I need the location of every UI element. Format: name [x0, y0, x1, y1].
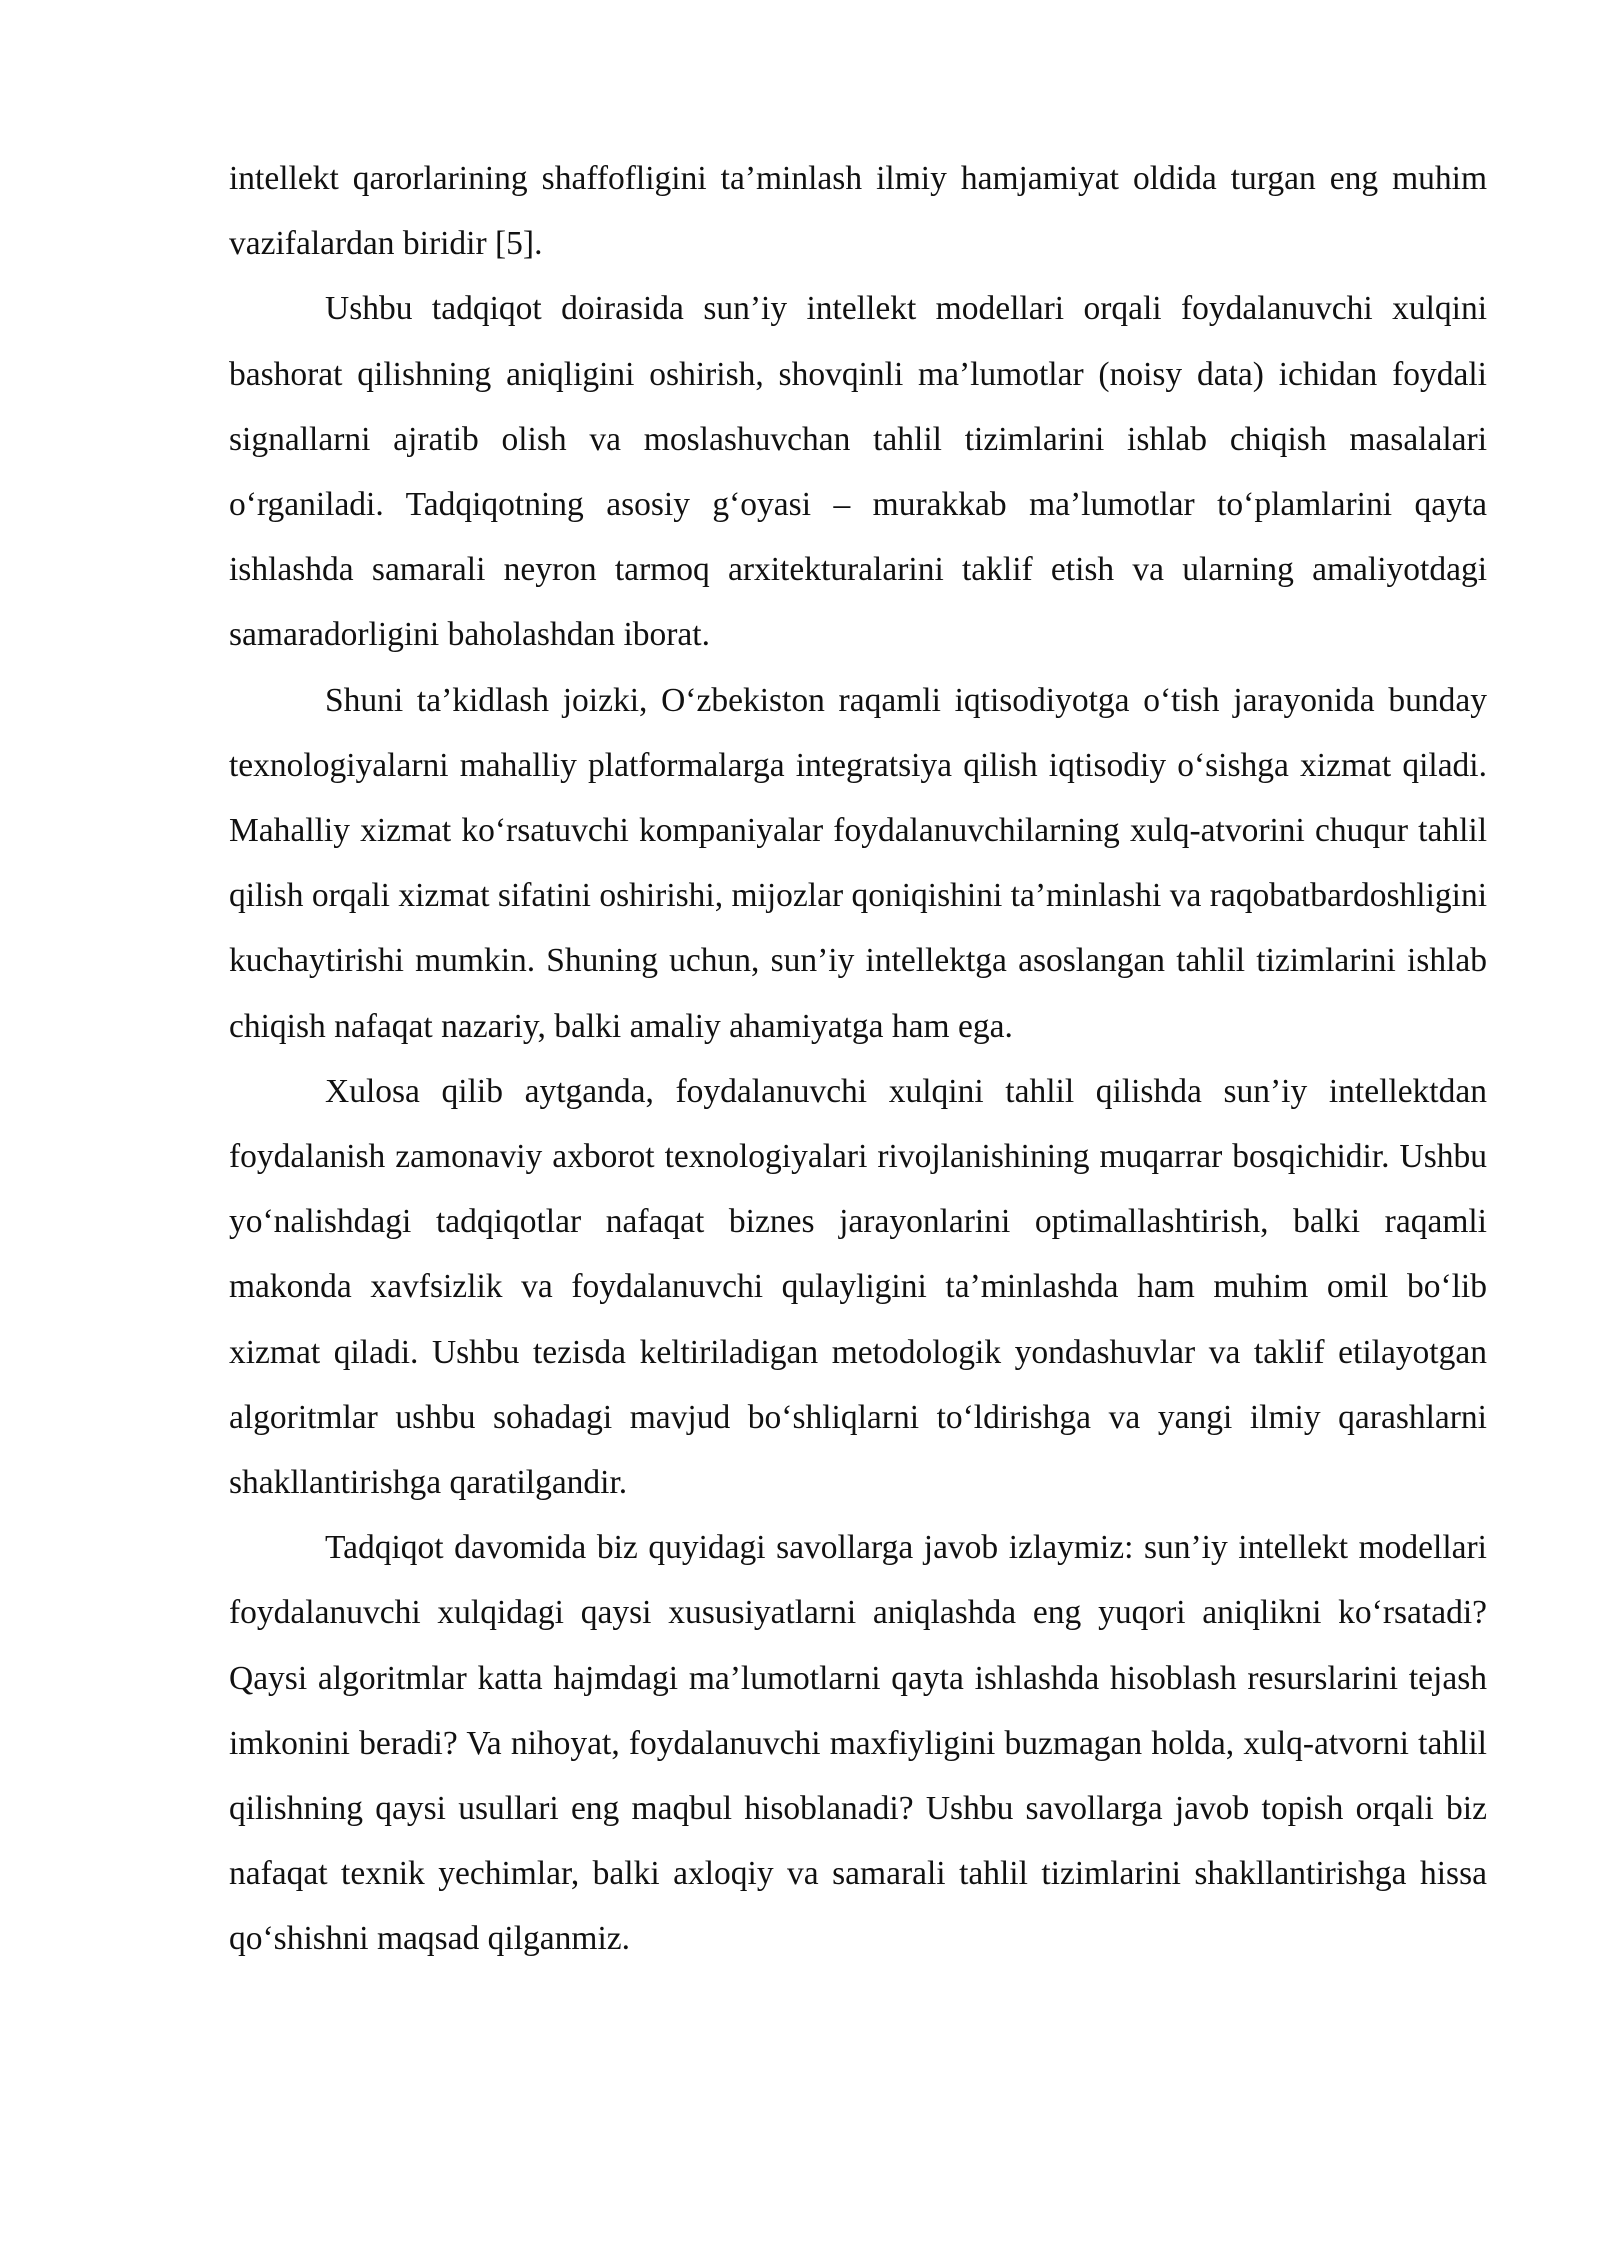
- paragraph-continuation: intellekt qarorlarining shaffofligini ta’minlash ilmiy hamjamiyat oldida turgan eng muhim vazifalardan biridir [5].: [229, 160, 1487, 263]
- paragraph-research-scope: Ushbu tadqiqot doirasida sun’iy intellekt modellari orqali foydalanuvchi xulqini bashorat qilishning aniqligini oshirish, shovqinli ma’lumotlar (noisy data) ichidan foydali signallarni ajratib olish va moslashuvchan tahlil tizimlarini ishlab chiqish masalalari o‘rganiladi. Tadqiqotning asosiy g‘oyasi – murakkab ma’lumotlar to‘plamlarini qayta ishlashda samarali neyron tarmoq arxitekturalarini taklif etish va ularning amaliyotdagi samaradorligini baholashdan iborat.: [229, 290, 1487, 654]
- paragraph-uzbekistan-economy: Shuni ta’kidlash joizki, O‘zbekiston raqamli iqtisodiyotga o‘tish jarayonida bunday texnologiyalarni mahalliy platformalarga integratsiya qilish iqtisodiy o‘sishga xizmat qiladi. Mahalliy xizmat ko‘rsatuvchi kompaniyalar foydalanuvchilarning xulq-atvorini chuqur tahlil qilish orqali xizmat sifatini oshirishi, mijozlar qoniqishini ta’minlashi va raqobatbardoshligini kuchaytirishi mumkin. Shuning uchun, sun’iy intellektga asoslangan tahlil tizimlarini ishlab chiqish nafaqat nazariy, balki amaliy ahamiyatga ham ega.: [229, 681, 1487, 1045]
- paragraph-research-questions: Tadqiqot davomida biz quyidagi savollarga javob izlaymiz: sun’iy intellekt modellari foydalanuvchi xulqidagi qaysi xususiyatlarni aniqlashda eng yuqori aniqlikni ko‘rsatadi? Qaysi algoritmlar katta hajmdagi ma’lumotlarni qayta ishlashda hisoblash resurslarini tejash imkonini beradi? Va nihoyat, foydalanuvchi maxfiyligini buzmagan holda, xulq-atvorni tahlil qilishning qaysi usullari eng maqbul hisoblanadi? Ushbu savollarga javob topish orqali biz nafaqat texnik yechimlar, balki axloqiy va samarali tahlil tizimlarini shakllantirishga hissa qo‘shishni maqsad qilganmiz.: [229, 1529, 1487, 1958]
- document-page: [229, 146, 1487, 1972]
- paragraph-conclusion: Xulosa qilib aytganda, foydalanuvchi xulqini tahlil qilishda sun’iy intellektdan foydalanish zamonaviy axborot texnologiyalari rivojlanishining muqarrar bosqichidir. Ushbu yo‘nalishdagi tadqiqotlar nafaqat biznes jarayonlarini optimallashtirish, balki raqamli makonda xavfsizlik va foydalanuvchi qulayligini ta’minlashda ham muhim omil bo‘lib xizmat qiladi. Ushbu tezisda keltiriladigan metodologik yondashuvlar va taklif etilayotgan algoritmlar ushbu sohadagi mavjud bo‘shliqlarni to‘ldirishga va yangi ilmiy qarashlarni shakllantirishga qaratilgandir.: [229, 1072, 1487, 1502]
